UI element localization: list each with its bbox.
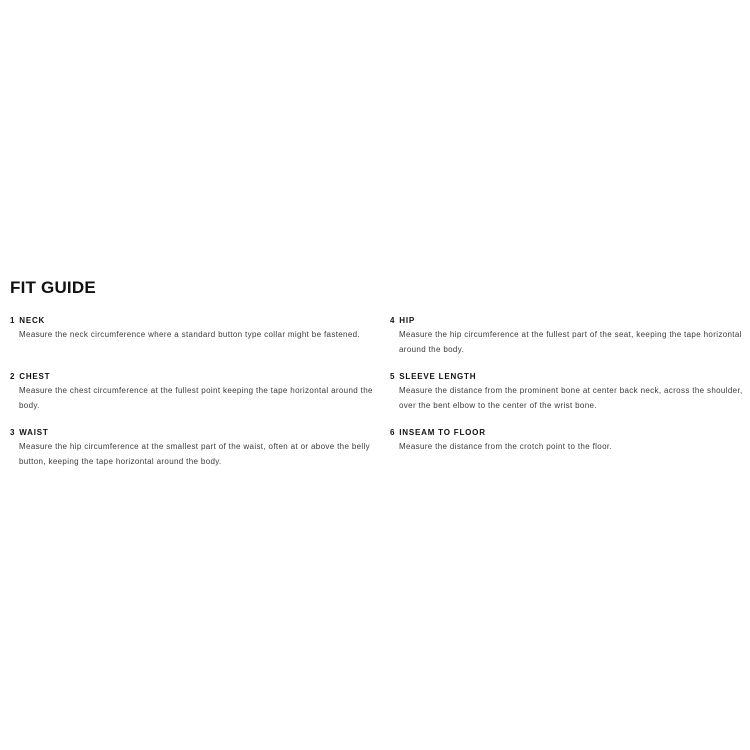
measurement-heading	[390, 427, 745, 439]
measurement-description: Measure the hip circumference at the smallest part of the waist, often at or above the belly button, keeping the tape horizontal around the body.	[19, 442, 371, 466]
measurement-number: 5	[390, 372, 396, 381]
measurement-heading	[390, 315, 745, 327]
measurement-number: 4	[390, 316, 396, 325]
measurement-item-neck	[10, 315, 375, 371]
measurement-label: WAIST	[19, 428, 49, 437]
measurement-item-hip	[390, 315, 745, 371]
measurement-number: 3	[10, 428, 16, 437]
measurement-heading	[10, 427, 375, 439]
measurement-number: 2	[10, 372, 16, 381]
measurement-label: SLEEVE LENGTH	[399, 372, 477, 381]
measurement-description: Measure the hip circumference at the fullest part of the seat, keeping the tape horizontal around the body.	[399, 330, 742, 354]
measurement-label: CHEST	[19, 372, 51, 381]
measurement-item-sleeve-length	[390, 371, 745, 427]
measurement-item-inseam-to-floor	[390, 427, 745, 483]
measurement-description: Measure the neck circumference where a standard button type collar might be fastened.	[19, 330, 361, 339]
measurement-label: NECK	[19, 316, 46, 325]
measurement-item-waist	[10, 427, 375, 483]
measurement-label: HIP	[399, 316, 415, 325]
measurement-description: Measure the distance from the prominent bone at center back neck, across the shoulder, over the bent elbow to the center of the wrist bone.	[399, 386, 743, 410]
measurement-label: INSEAM TO FLOOR	[399, 428, 486, 437]
measurement-number: 1	[10, 316, 16, 325]
measurement-description: Measure the distance from the crotch point to the floor.	[399, 442, 613, 451]
measurement-description: Measure the chest circumference at the fullest point keeping the tape horizontal around the body.	[19, 386, 373, 410]
measurement-heading	[10, 315, 375, 327]
fit-guide-column-left	[10, 315, 375, 483]
measurement-item-chest	[10, 371, 375, 427]
measurement-number: 6	[390, 428, 396, 437]
measurement-heading	[10, 371, 375, 383]
measurement-heading	[390, 371, 745, 383]
fit-guide-column-right	[390, 315, 745, 483]
page-title: FIT GUIDE	[10, 278, 96, 297]
